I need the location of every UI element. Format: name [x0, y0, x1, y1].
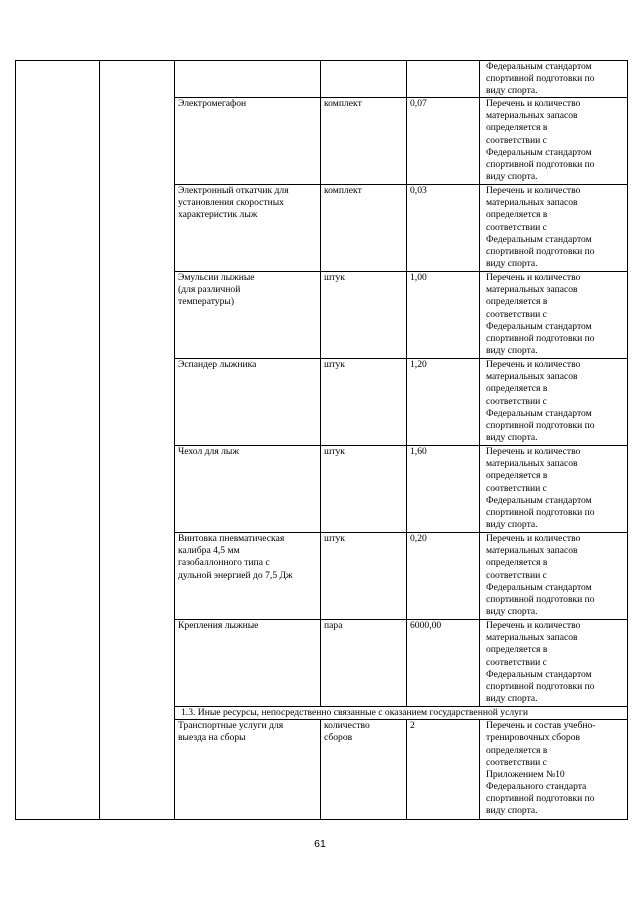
cell-quantity: 1,00 — [407, 272, 480, 359]
cell-basis: Федеральным стандартом спортивной подготовки по виду спорта. — [480, 61, 628, 98]
cell-unit: комплект — [321, 185, 407, 272]
cell-unit — [321, 61, 407, 98]
cell-basis: Перечень и количество материальных запасов определяется в соответствии с Федеральным стандартом спортивной подготовки по виду спорта. — [480, 446, 628, 533]
cell-basis: Перечень и количество материальных запасов определяется в соответствии с Федеральным стандартом спортивной подготовки по виду спорта. — [480, 359, 628, 446]
cell-quantity: 2 — [407, 720, 480, 820]
cell-quantity: 0,07 — [407, 98, 480, 185]
cell-quantity: 1,60 — [407, 446, 480, 533]
cell-unit: штук — [321, 272, 407, 359]
cell-quantity: 0,03 — [407, 185, 480, 272]
cell-basis: Перечень и количество материальных запасов определяется в соответствии с Федеральным стандартом спортивной подготовки по виду спорта. — [480, 620, 628, 707]
cell-unit: штук — [321, 533, 407, 620]
resources-table — [15, 60, 628, 820]
cell-name: Эспандер лыжника — [175, 359, 321, 446]
cell-unit: комплект — [321, 98, 407, 185]
cell-basis: Перечень и количество материальных запасов определяется в соответствии с Федеральным стандартом спортивной подготовки по виду спорта. — [480, 533, 628, 620]
cell-quantity: 1,20 — [407, 359, 480, 446]
cell-name: Транспортные услуги для выезда на сборы — [175, 720, 321, 820]
cell-quantity: 6000,00 — [407, 620, 480, 707]
merged-cell-col1 — [16, 61, 100, 820]
cell-name: Чехол для лыж — [175, 446, 321, 533]
cell-basis: Перечень и количество материальных запасов определяется в соответствии с Федеральным стандартом спортивной подготовки по виду спорта. — [480, 185, 628, 272]
cell-name: Электронный откатчик для установления скоростных характеристик лыж — [175, 185, 321, 272]
cell-quantity — [407, 61, 480, 98]
cell-name: Винтовка пневматическая калибра 4,5 мм газобаллонного типа с дульной энергией до 7,5 Дж — [175, 533, 321, 620]
cell-unit: штук — [321, 359, 407, 446]
page-number: 61 — [314, 838, 326, 850]
table-row — [16, 61, 628, 98]
section-header: 1.3. Иные ресурсы, непосредственно связанные с оказанием государственной услуги — [175, 707, 628, 720]
cell-unit: пара — [321, 620, 407, 707]
cell-basis: Перечень и количество материальных запасов определяется в соответствии с Федеральным стандартом спортивной подготовки по виду спорта. — [480, 98, 628, 185]
cell-basis: Перечень и состав учебно- тренировочных сборов определяется в соответствии с Приложением №10 Федерального стандарта спортивной подготовки по виду спорта. — [480, 720, 628, 820]
cell-quantity: 0,20 — [407, 533, 480, 620]
cell-basis: Перечень и количество материальных запасов определяется в соответствии с Федеральным стандартом спортивной подготовки по виду спорта. — [480, 272, 628, 359]
cell-unit: штук — [321, 446, 407, 533]
cell-name — [175, 61, 321, 98]
cell-name: Крепления лыжные — [175, 620, 321, 707]
cell-name: Эмульсии лыжные (для различной температуры) — [175, 272, 321, 359]
merged-cell-col2 — [100, 61, 175, 820]
cell-name: Электромегафон — [175, 98, 321, 185]
cell-unit: количество сборов — [321, 720, 407, 820]
